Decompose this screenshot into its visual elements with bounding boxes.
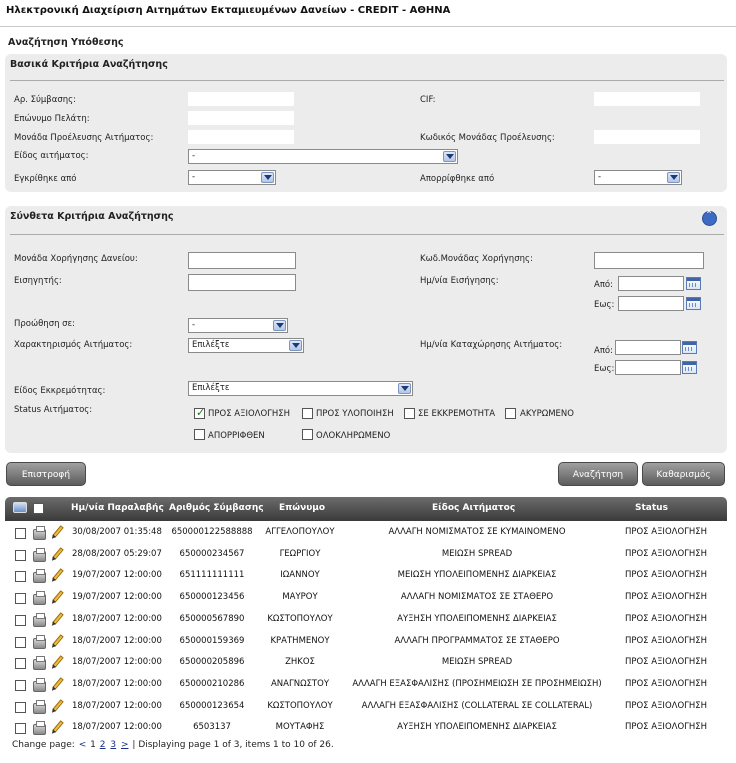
registration-date-from-input[interactable] — [615, 340, 681, 355]
pending-type-select[interactable]: Επιλέξτε — [188, 381, 413, 396]
proposal-date-from-label: Από: — [594, 280, 613, 290]
cell-request-type: ΑΛΛΑΓΗ ΝΟΜΙΣΜΑΤΟΣ ΣΕ ΣΤΑΘΕΡΟ — [400, 592, 554, 603]
cell-receive-date: 18/07/2007 12:00:00 — [72, 722, 162, 733]
cell-receive-date: 30/08/2007 01:35:48 — [72, 527, 162, 537]
cell-status: ΠΡΟΣ ΑΞΙΟΛΟΓΗΣΗ — [624, 527, 708, 537]
cell-request-type: ΑΛΛΑΓΗ ΕΞΑΣΦΑΛΙΣΗΣ (COLLATERAL ΣΕ COLLATERAL) — [361, 700, 593, 711]
chevron-down-icon — [667, 172, 680, 183]
edit-pencil-icon[interactable] — [52, 590, 63, 603]
loan-unit-input[interactable] — [188, 252, 296, 269]
cell-surname: ΜΑΥΡΟΥ — [282, 592, 318, 603]
table-row[interactable] — [5, 565, 727, 587]
pager-info: Displaying page 1 of 3, items 1 to 10 of 26. — [138, 740, 334, 750]
characterization-label: Χαρακτηρισμός Αιτήματος: — [14, 340, 133, 350]
cell-receive-date: 18/07/2007 12:00:00 — [72, 700, 162, 711]
row-checkbox[interactable] — [15, 658, 26, 669]
cell-status: ΠΡΟΣ ΑΞΙΟΛΟΓΗΣΗ — [624, 657, 708, 668]
table-row[interactable] — [5, 522, 727, 544]
cell-receive-date: 18/07/2007 12:00:00 — [72, 657, 162, 668]
rejected-by-label: Απορρίφθηκε από — [420, 174, 495, 184]
approved-by-label: Εγκρίθηκε από — [14, 174, 77, 184]
edit-pencil-icon[interactable] — [52, 634, 63, 647]
origin-unit-label: Μονάδα Προέλευσης Αιτήματος: — [14, 133, 154, 143]
rejected-by-select[interactable]: - — [594, 170, 682, 185]
results-table-header — [5, 497, 727, 521]
pager-page-2-link[interactable]: 2 — [99, 740, 106, 750]
cell-request-type: ΑΛΛΑΓΗ ΕΞΑΣΦΑΛΙΣΗΣ (ΠΡΟΣΗΜΕΙΩΣΗ ΣΕ ΠΡΟΣΗΜΕΙΩΣΗ) — [352, 678, 602, 689]
row-checkbox[interactable] — [15, 550, 26, 561]
table-row[interactable] — [5, 544, 727, 566]
edit-pencil-icon[interactable] — [52, 677, 63, 690]
printer-icon[interactable] — [33, 572, 46, 583]
cell-receive-date: 19/07/2007 12:00:00 — [72, 592, 162, 603]
cell-status: ΠΡΟΣ ΑΞΙΟΛΟΓΗΣΗ — [624, 722, 708, 733]
registration-date-from-label: Από: — [594, 346, 613, 356]
row-checkbox[interactable] — [15, 593, 26, 604]
row-checkbox[interactable] — [15, 723, 26, 734]
cell-surname: ΑΝΑΓΝΩΣΤΟΥ — [270, 678, 330, 689]
edit-pencil-icon[interactable] — [52, 721, 63, 734]
registration-date-label: Ημ/νία Καταχώρησης Αιτήματος: — [420, 340, 563, 350]
cell-receive-date: 18/07/2007 12:00:00 — [72, 613, 162, 624]
cell-request-type: ΑΛΛΑΓΗ ΝΟΜΙΣΜΑΤΟΣ ΣΕ ΚΥΜΑΙΝΟΜΕΝΟ — [388, 527, 566, 537]
printer-icon[interactable] — [33, 616, 46, 627]
approved-by-select[interactable]: - — [188, 170, 276, 185]
printer-icon[interactable] — [33, 638, 46, 649]
status-checkbox-completed[interactable] — [302, 429, 313, 440]
cell-request-type: ΜΕΙΩΣΗ SPREAD — [441, 548, 513, 559]
row-checkbox[interactable] — [15, 680, 26, 691]
header-request-type[interactable]: Είδος Αιτήματος — [432, 503, 516, 513]
advanced-criteria-divider — [10, 234, 724, 235]
cell-contract-number: 650000567890 — [179, 613, 245, 624]
cif-label: CIF: — [420, 95, 436, 105]
printer-icon[interactable] — [33, 703, 46, 714]
header-contract-number[interactable]: Αριθμός Σύμβασης — [169, 503, 264, 513]
pending-type-label: Είδος Εκκρεμότητας: — [14, 386, 106, 396]
cell-contract-number: 650000234567 — [179, 548, 245, 559]
printer-icon[interactable] — [33, 594, 46, 605]
status-label-pending: ΣΕ ΕΚΚΡΕΜΟΤΗΤΑ — [418, 409, 496, 419]
edit-pencil-icon[interactable] — [52, 612, 63, 625]
header-status[interactable]: Status — [635, 503, 668, 513]
status-label-cancelled: ΑΚΥΡΩΜΕΝΟ — [520, 409, 574, 419]
table-row[interactable] — [5, 696, 727, 718]
cell-receive-date: 18/07/2007 12:00:00 — [72, 635, 162, 646]
pager-separator: | — [132, 740, 136, 750]
table-row[interactable] — [5, 631, 727, 653]
proposal-date-label: Ημ/νία Εισήγησης: — [420, 276, 499, 286]
cell-surname: ΚΩΣΤΟΠΟΥΛΟΥ — [267, 613, 333, 624]
contract-number-label: Αρ. Σύμβασης: — [14, 95, 76, 105]
cell-status: ΠΡΟΣ ΑΞΙΟΛΟΓΗΣΗ — [624, 570, 708, 581]
status-checkbox-evaluation[interactable] — [194, 408, 205, 419]
cell-status: ΠΡΟΣ ΑΞΙΟΛΟΓΗΣΗ — [624, 635, 708, 646]
loan-unit-code-input[interactable] — [594, 252, 704, 269]
loan-unit-label: Μονάδα Χορήγησης Δανείου: — [14, 254, 138, 264]
collapse-icon[interactable] — [702, 211, 717, 226]
section-subtitle: Αναζήτηση Υπόθεσης — [8, 37, 124, 48]
forward-to-label: Προώθηση σε: — [14, 319, 76, 329]
cell-status: ΠΡΟΣ ΑΞΙΟΛΟΓΗΣΗ — [624, 700, 708, 711]
printer-icon[interactable] — [33, 659, 46, 670]
status-label-rejected: ΑΠΟΡΡΙΦΘΕΝ — [208, 431, 265, 441]
cell-surname: ΙΩΑΝΝΟΥ — [280, 570, 320, 581]
status-checkbox-pending[interactable] — [404, 408, 415, 419]
cell-status: ΠΡΟΣ ΑΞΙΟΛΟΓΗΣΗ — [624, 613, 708, 624]
characterization-select[interactable]: Επιλέξτε — [188, 338, 304, 353]
row-checkbox[interactable] — [15, 571, 26, 582]
customer-surname-label: Επώνυμο Πελάτη: — [14, 114, 90, 124]
table-row[interactable] — [5, 587, 727, 609]
cell-surname: ΖΗΚΟΣ — [285, 657, 315, 668]
proposer-label: Εισηγητής: — [14, 276, 62, 286]
printer-icon[interactable] — [33, 551, 46, 562]
origin-unit-code-label: Κωδικός Μονάδας Προέλευσης: — [420, 133, 555, 143]
forward-to-select[interactable]: - — [188, 318, 288, 333]
cell-contract-number: 650000123654 — [179, 700, 245, 711]
pager-prev-link[interactable]: < — [78, 740, 87, 750]
clear-button[interactable]: Καθαρισμός — [642, 462, 725, 486]
calendar-icon[interactable] — [682, 341, 697, 354]
proposal-date-from-input[interactable] — [618, 276, 684, 291]
registration-date-to-label: Εως: — [594, 364, 615, 374]
cell-request-type: ΜΕΙΩΣΗ ΥΠΟΛΕΙΠΟΜΕΝΗΣ ΔΙΑΡΚΕΙΑΣ — [397, 570, 557, 581]
cell-contract-number: 650000122588888 — [171, 527, 253, 537]
proposal-date-to-label: Εως: — [594, 300, 615, 310]
status-checkbox-implementation[interactable] — [302, 408, 313, 419]
request-type-select[interactable]: - — [188, 149, 458, 164]
table-row[interactable] — [5, 652, 727, 674]
cell-surname: ΓΕΩΡΓΙΟΥ — [279, 548, 321, 559]
back-button[interactable]: Επιστροφή — [6, 462, 86, 486]
pager-prefix: Change page: — [12, 740, 75, 750]
edit-pencil-icon[interactable] — [52, 547, 63, 560]
select-all-checkbox[interactable] — [33, 503, 44, 514]
cell-contract-number: 650000123456 — [179, 592, 245, 603]
origin-unit-input[interactable] — [188, 130, 294, 144]
header-surname[interactable]: Επώνυμο — [279, 503, 326, 513]
request-type-label: Είδος αιτήματος: — [14, 151, 89, 161]
edit-pencil-icon[interactable] — [52, 655, 63, 668]
cell-receive-date: 18/07/2007 12:00:00 — [72, 678, 162, 689]
proposal-date-to-input[interactable] — [618, 296, 684, 311]
cell-receive-date: 19/07/2007 12:00:00 — [72, 570, 162, 581]
edit-pencil-icon[interactable] — [52, 699, 63, 712]
pager-next-link[interactable]: > — [120, 740, 129, 750]
cell-status: ΠΡΟΣ ΑΞΙΟΛΟΓΗΣΗ — [624, 548, 708, 559]
export-icon[interactable] — [13, 502, 27, 513]
chevron-down-icon — [261, 172, 274, 183]
table-row[interactable] — [5, 717, 727, 739]
contract-number-input[interactable] — [188, 92, 294, 106]
cell-request-type: ΜΕΙΩΣΗ SPREAD — [441, 657, 513, 668]
page-title: Ηλεκτρονική Διαχείριση Αιτημάτων Εκταμιευμένων Δανείων - CREDIT - ΑΘΗΝΑ — [6, 5, 451, 16]
pagination — [12, 740, 334, 750]
cell-surname: ΑΓΓΕΛΟΠΟΥΛΟΥ — [265, 527, 335, 537]
cell-request-type: ΑΛΛΑΓΗ ΠΡΟΓΡΑΜΜΑΤΟΣ ΣΕ ΣΤΑΘΕΡΟ — [394, 635, 560, 646]
table-row[interactable] — [5, 674, 727, 696]
cell-contract-number: 651111111111 — [179, 570, 245, 581]
calendar-icon[interactable] — [686, 277, 701, 290]
pager-page-3-link[interactable]: 3 — [110, 740, 117, 750]
cell-status: ΠΡΟΣ ΑΞΙΟΛΟΓΗΣΗ — [624, 592, 708, 603]
basic-criteria-title: Βασικά Κριτήρια Αναζήτησης — [10, 59, 168, 70]
status-checkbox-cancelled[interactable] — [505, 408, 516, 419]
advanced-criteria-title: Σύνθετα Κριτήρια Αναζήτησης — [10, 211, 174, 222]
edit-pencil-icon[interactable] — [52, 525, 63, 538]
origin-unit-code-input[interactable] — [594, 130, 700, 144]
edit-pencil-icon[interactable] — [52, 569, 63, 582]
calendar-icon[interactable] — [682, 361, 697, 374]
table-row[interactable] — [5, 609, 727, 631]
row-checkbox[interactable] — [15, 637, 26, 648]
row-checkbox[interactable] — [15, 702, 26, 713]
cell-contract-number: 650000159369 — [179, 635, 245, 646]
loan-unit-code-label: Κωδ.Μονάδας Χορήγησης: — [420, 254, 533, 264]
pager-current-page: 1 — [90, 740, 96, 750]
chevron-down-icon — [289, 340, 302, 351]
printer-icon[interactable] — [33, 724, 46, 735]
status-checkbox-rejected[interactable] — [194, 429, 205, 440]
cell-contract-number: 6503137 — [193, 722, 231, 733]
chevron-down-icon — [398, 383, 411, 394]
status-label: Status Αιτήματος: — [14, 405, 93, 415]
basic-criteria-divider — [10, 80, 724, 81]
cell-request-type: ΑΥΞΗΣΗ ΥΠΟΛΕΙΠΟΜΕΝΗΣ ΔΙΑΡΚΕΙΑΣ — [397, 613, 557, 624]
cif-input[interactable] — [594, 92, 700, 106]
proposer-input[interactable] — [188, 274, 296, 291]
customer-surname-input[interactable] — [188, 111, 294, 125]
row-checkbox[interactable] — [15, 528, 26, 539]
cell-contract-number: 650000210286 — [179, 678, 245, 689]
status-label-implementation: ΠΡΟΣ ΥΛΟΠΟΙΗΣΗ — [316, 409, 394, 419]
status-label-completed: ΟΛΟΚΛΗΡΩΜΕΝΟ — [316, 431, 391, 441]
cell-surname: ΜΟΥΤΑΦΗΣ — [275, 722, 325, 733]
printer-icon[interactable] — [33, 681, 46, 692]
title-divider — [0, 26, 736, 27]
cell-surname: ΚΡΑΤΗΜΕΝΟΥ — [270, 635, 330, 646]
chevron-down-icon — [273, 320, 286, 331]
calendar-icon[interactable] — [686, 297, 701, 310]
cell-contract-number: 650000205896 — [179, 657, 245, 668]
cell-surname: ΚΩΣΤΟΠΟΥΛΟΥ — [267, 700, 333, 711]
chevron-down-icon — [443, 151, 456, 162]
printer-icon[interactable] — [33, 529, 46, 540]
cell-receive-date: 28/08/2007 05:29:07 — [72, 548, 162, 559]
registration-date-to-input[interactable] — [615, 360, 681, 375]
row-checkbox[interactable] — [15, 615, 26, 626]
cell-status: ΠΡΟΣ ΑΞΙΟΛΟΓΗΣΗ — [624, 678, 708, 689]
status-label-evaluation: ΠΡΟΣ ΑΞΙΟΛΟΓΗΣΗ — [208, 409, 291, 419]
cell-request-type: ΑΥΞΗΣΗ ΥΠΟΛΕΙΠΟΜΕΝΗΣ ΔΙΑΡΚΕΙΑΣ — [397, 722, 557, 733]
header-receive-date[interactable]: Ημ/νία Παραλαβής — [71, 503, 164, 513]
search-button[interactable]: Αναζήτηση — [558, 462, 638, 486]
